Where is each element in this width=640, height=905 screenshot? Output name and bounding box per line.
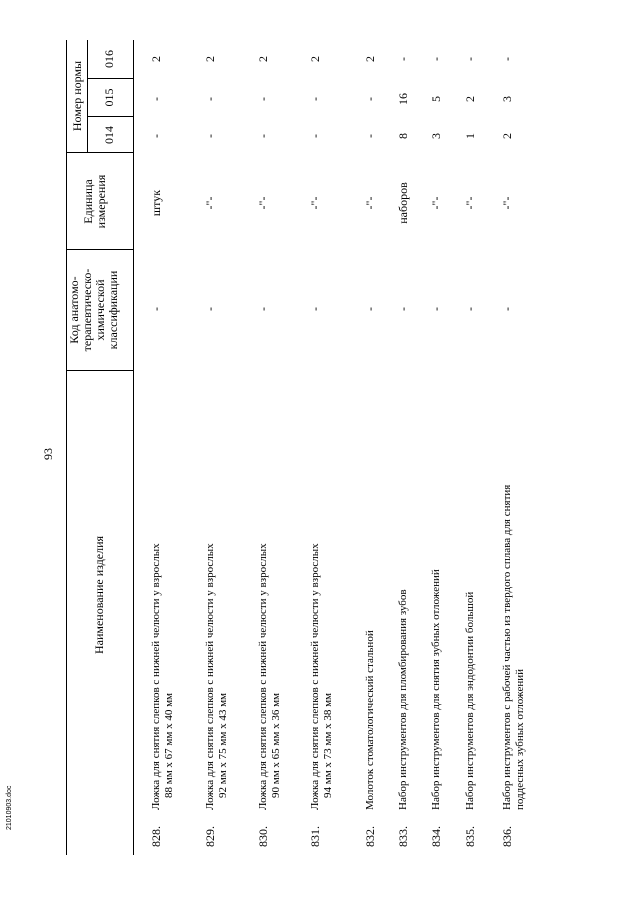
header-name: Наименование изделия — [92, 535, 106, 655]
row-015: 2 — [463, 96, 477, 102]
header-code: Код анатомо- терапевтическо- химической классификации — [67, 268, 120, 352]
header-unit: Единица измерения — [81, 174, 108, 229]
col-divider-name-code — [66, 370, 134, 371]
row-015: - — [256, 97, 270, 101]
row-016: - — [396, 57, 410, 61]
row-code: - — [149, 307, 163, 311]
header-norm-016: 016 — [102, 50, 116, 68]
row-015: - — [149, 97, 163, 101]
row-015: - — [308, 97, 322, 101]
row-name-line2: 92 мм х 75 мм х 43 мм — [217, 692, 229, 798]
row-name-line1: Набор инструментов для пломбирования зубов — [397, 589, 409, 810]
row-014: - — [363, 134, 377, 138]
row-016: 2 — [256, 56, 270, 62]
header-norm-014: 014 — [102, 126, 116, 144]
row-name-line2: 94 мм х 73 мм х 38 мм — [322, 692, 334, 798]
row-code: - — [396, 307, 410, 311]
row-015: 16 — [396, 93, 410, 105]
row-014: - — [256, 134, 270, 138]
row-016: - — [500, 57, 514, 61]
row-unit: -"- — [256, 196, 270, 210]
row-name-line1: Набор инструментов для снятия зубных отложений — [430, 569, 442, 810]
row-016: 2 — [149, 56, 163, 62]
table-top-rule — [66, 40, 67, 855]
col-divider-unit-norm — [66, 152, 134, 153]
row-014: 3 — [429, 133, 443, 139]
row-name-line1: Молоток стоматологический стальной — [364, 630, 376, 810]
row-name-line1: Набор инструментов с рабочей частью из твердого сплава для снятия — [501, 484, 513, 810]
page-number: 93 — [41, 448, 55, 460]
row-number: 832. — [363, 826, 377, 847]
row-014: 2 — [500, 133, 514, 139]
col-divider-code-unit — [66, 249, 134, 250]
row-014: 8 — [396, 133, 410, 139]
row-unit: -"- — [308, 196, 322, 210]
row-015: - — [363, 97, 377, 101]
row-unit: -"- — [363, 196, 377, 210]
row-015: 5 — [429, 96, 443, 102]
row-unit: -"- — [203, 196, 217, 210]
header-norm: Номер нормы — [70, 60, 84, 132]
row-name-line2: поддесных зубных отложений — [514, 668, 526, 810]
row-code: - — [363, 307, 377, 311]
row-number: 830. — [256, 826, 270, 847]
row-code: - — [256, 307, 270, 311]
row-015: - — [203, 97, 217, 101]
row-number: 829. — [203, 826, 217, 847]
row-name-line1: Ложка для снятия слепков с нижней челюсти у взрослых — [257, 543, 269, 810]
row-014: - — [308, 134, 322, 138]
row-code: - — [429, 307, 443, 311]
row-code: - — [500, 307, 514, 311]
row-016: - — [429, 57, 443, 61]
row-016: 2 — [308, 56, 322, 62]
row-name-line1: Ложка для снятия слепков с нижней челюсти у взрослых — [204, 543, 216, 810]
header-norm-015: 015 — [102, 88, 116, 107]
row-014: - — [203, 134, 217, 138]
row-number: 836. — [500, 826, 514, 847]
row-015: 3 — [500, 96, 514, 102]
row-name-line1: Набор инструментов для эндодонтии большой — [464, 591, 476, 810]
row-number: 834. — [429, 826, 443, 847]
row-014: 1 — [463, 133, 477, 139]
row-unit: -"- — [463, 196, 477, 210]
row-016: 2 — [203, 56, 217, 62]
row-number: 833. — [396, 826, 410, 847]
row-code: - — [203, 307, 217, 311]
row-code: - — [308, 307, 322, 311]
row-unit: наборов — [396, 182, 410, 224]
row-unit: -"- — [500, 196, 514, 210]
row-unit: штук — [149, 189, 163, 217]
row-number: 835. — [463, 826, 477, 847]
norm-subheader-rule — [87, 40, 88, 153]
row-number: 831. — [308, 826, 322, 847]
row-016: 2 — [363, 56, 377, 62]
row-name-line1: Ложка для снятия слепков с нижней челюсти у взрослых — [150, 543, 162, 810]
document-id: 21010903.doc — [6, 785, 13, 830]
row-014: - — [149, 134, 163, 138]
row-name-line1: Ложка для снятия слепков с нижней челюсти у взрослых — [309, 543, 321, 810]
row-number: 828. — [149, 826, 163, 847]
row-code: - — [463, 307, 477, 311]
row-name-line2: 90 мм х 65 мм х 36 мм — [270, 692, 282, 798]
row-016: - — [463, 57, 477, 61]
header-bottom-rule — [133, 40, 134, 855]
row-unit: -"- — [429, 196, 443, 210]
row-name-line2: 88 мм х 67 мм х 40 мм — [163, 692, 175, 798]
